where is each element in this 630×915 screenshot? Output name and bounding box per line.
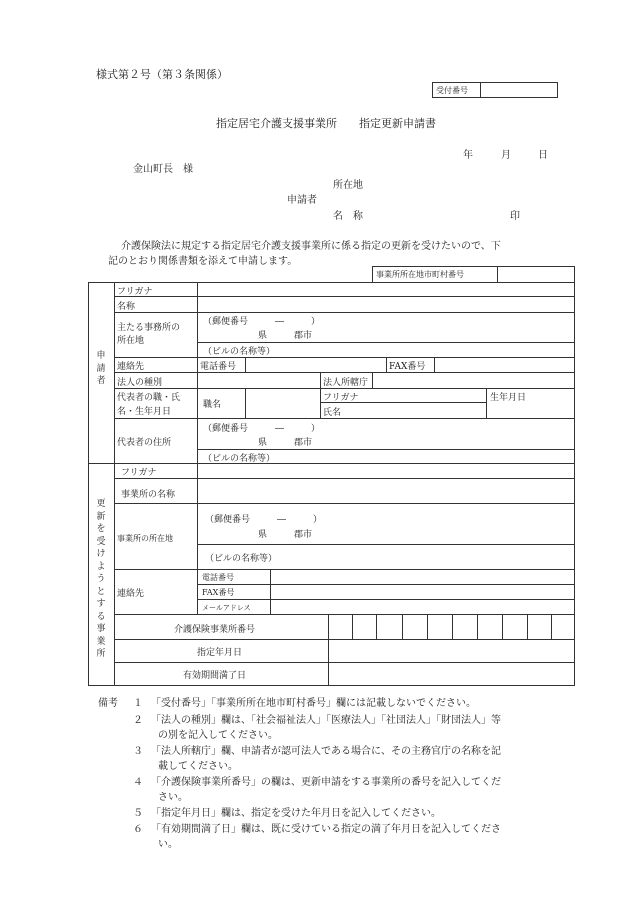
designation-date-label: 指定年月日 bbox=[197, 648, 243, 658]
office-phone-label: 電話番号 bbox=[202, 573, 234, 582]
col-line bbox=[320, 372, 321, 418]
row-line bbox=[114, 296, 575, 297]
receipt-divider bbox=[480, 82, 481, 98]
col-line bbox=[245, 388, 246, 418]
col-line bbox=[328, 614, 329, 686]
date-day-label: 日 bbox=[538, 150, 548, 161]
office-name-label: 事業所の名称 bbox=[121, 490, 176, 500]
office-email-label: メールアドレス bbox=[202, 604, 251, 612]
note-number: ３ bbox=[133, 746, 143, 757]
receipt-number-field[interactable] bbox=[483, 84, 555, 96]
office-location-label-1: 主たる事務所の bbox=[117, 323, 181, 333]
note-line: 「受付番号」「事業所所在地市町村番号」欄には記載しないでください。 bbox=[151, 698, 476, 709]
insurance-number-label: 介護保険事業所番号 bbox=[174, 625, 256, 635]
digit-cell bbox=[376, 614, 377, 639]
postal-code-text: （郵便番号 ― ） bbox=[203, 317, 321, 327]
note-line: い。 bbox=[158, 839, 178, 850]
office-postal-text: （郵便番号 ― ） bbox=[205, 515, 323, 525]
position-label: 職名 bbox=[203, 400, 222, 410]
row-line bbox=[114, 639, 575, 640]
municipality-divider bbox=[497, 266, 498, 283]
note-number: ２ bbox=[133, 715, 143, 726]
corp-type-label: 法人の種別 bbox=[117, 378, 163, 388]
side-label-column-border bbox=[114, 282, 115, 686]
row-line bbox=[114, 372, 575, 373]
rep-building-text: （ビルの名称等） bbox=[203, 454, 276, 464]
applicant-contact-label: 連絡先 bbox=[117, 362, 145, 372]
applicant-name-label: 名称 bbox=[117, 302, 136, 312]
intro-line-2: 記のとおり関係書類を添えて申請します。 bbox=[108, 256, 298, 267]
digit-cell bbox=[502, 614, 503, 639]
expiry-date-label: 有効期間満了日 bbox=[183, 671, 247, 681]
digit-cell bbox=[527, 614, 528, 639]
row-line bbox=[114, 662, 575, 663]
row-line bbox=[114, 418, 575, 419]
form-number: 様式第２号（第３条関係） bbox=[96, 68, 228, 81]
digit-cell bbox=[402, 614, 403, 639]
applicant-side-label: 申請者 bbox=[96, 351, 106, 386]
applicant-phone-label: 電話番号 bbox=[200, 362, 237, 372]
row-line bbox=[197, 342, 575, 343]
digit-cell bbox=[352, 614, 353, 639]
office-contact-label: 連絡先 bbox=[117, 589, 145, 599]
office-side-label: 更新を受けようとする事業所 bbox=[96, 499, 106, 659]
digit-cell bbox=[452, 614, 453, 639]
note-line: 「指定年月日」欄は、指定を受けた年月日を記入してください。 bbox=[151, 808, 441, 819]
rep-furigana-label: フリガナ bbox=[323, 393, 359, 403]
col-line bbox=[245, 357, 246, 372]
note-line: 載してください。 bbox=[158, 761, 238, 772]
note-number: １ bbox=[133, 698, 143, 709]
date-year-label: 年 bbox=[463, 150, 473, 161]
col-line bbox=[270, 569, 271, 614]
birthdate-label: 生年月日 bbox=[490, 393, 527, 403]
col-line bbox=[372, 372, 373, 388]
row-line bbox=[114, 312, 575, 313]
location-label: 所在地 bbox=[333, 180, 363, 191]
note-line: の別を記入してください。 bbox=[158, 730, 278, 741]
date-month-label: 月 bbox=[501, 150, 511, 161]
note-line: 「法人所轄庁」欄、申請者が認可法人である場合に、その主務官庁の名称を記 bbox=[151, 746, 501, 757]
note-line: 「介護保険事業所番号」の欄は、更新申請をする事業所の番号を記入してくだ bbox=[151, 777, 501, 788]
rep-address-label: 代表者の住所 bbox=[117, 438, 172, 448]
office-building-text: （ビルの名称等） bbox=[205, 554, 278, 564]
row-line bbox=[114, 357, 575, 358]
corp-authority-label: 法人所轄庁 bbox=[323, 378, 369, 388]
digit-cell bbox=[477, 614, 478, 639]
addressee: 金山町長 様 bbox=[133, 164, 193, 175]
section-divider bbox=[88, 463, 575, 464]
municipality-number-field[interactable] bbox=[500, 268, 572, 281]
row-line bbox=[197, 449, 575, 450]
office-label-col bbox=[197, 463, 198, 614]
note-number: ４ bbox=[133, 777, 143, 788]
rep-prefecture-city-text: 県 郡市 bbox=[258, 438, 313, 448]
row-line bbox=[114, 478, 575, 479]
note-number: ６ bbox=[133, 824, 143, 835]
representative-label-1: 代表者の職・氏 bbox=[117, 393, 181, 403]
applicant-label-col-1 bbox=[197, 282, 198, 357]
office-location-label: 事業所の所在地 bbox=[117, 534, 173, 543]
row-line bbox=[197, 544, 575, 545]
page-title: 指定居宅介護支援事業所 指定更新申請書 bbox=[216, 117, 436, 130]
digit-cell bbox=[427, 614, 428, 639]
note-line: 「有効期間満了日」欄は、既に受けている指定の満了年月日を記入してくださ bbox=[151, 824, 501, 835]
col-line bbox=[486, 388, 487, 418]
office-fax-label: FAX番号 bbox=[202, 588, 235, 597]
note-line: さい。 bbox=[158, 792, 188, 803]
seal-mark: 印 bbox=[510, 211, 520, 222]
receipt-number-label: 受付番号 bbox=[436, 86, 468, 95]
office-furigana-label: フリガナ bbox=[121, 468, 157, 478]
row-line bbox=[197, 584, 575, 585]
notes-label: 備考 bbox=[98, 698, 118, 709]
office-prefecture-city-text: 県 郡市 bbox=[258, 530, 313, 540]
rep-name-label: 氏名 bbox=[323, 408, 342, 418]
col-line bbox=[434, 357, 435, 372]
row-line bbox=[114, 503, 575, 504]
applicant-label: 申請者 bbox=[287, 195, 317, 206]
applicant-label-col-2 bbox=[197, 357, 198, 464]
digit-cell bbox=[551, 614, 552, 639]
row-line bbox=[197, 599, 575, 600]
representative-label-2: 名・生年月日 bbox=[117, 407, 172, 417]
row-line bbox=[114, 569, 575, 570]
building-name-text: （ビルの名称等） bbox=[203, 347, 276, 357]
rep-postal-text: （郵便番号 ― ） bbox=[203, 424, 321, 434]
row-line bbox=[114, 614, 575, 615]
applicant-fax-label: FAX番号 bbox=[389, 362, 426, 372]
office-location-label-2: 所在地 bbox=[117, 336, 145, 346]
prefecture-city-text: 県 郡市 bbox=[258, 331, 313, 341]
col-line bbox=[386, 357, 387, 372]
intro-line-1: 介護保険法に規定する指定居宅介護支援事業所に係る指定の更新を受けたいので、下 bbox=[121, 241, 501, 252]
note-line: 「法人の種別」欄は、「社会福祉法人」「医療法人」「社団法人」「財団法人」等 bbox=[151, 715, 501, 726]
row-line bbox=[114, 388, 575, 389]
municipality-number-label: 事業所所在地市町村番号 bbox=[376, 270, 464, 279]
applicant-furigana-label: フリガナ bbox=[117, 287, 153, 297]
name-label: 名 称 bbox=[333, 211, 363, 222]
note-number: ５ bbox=[133, 808, 143, 819]
